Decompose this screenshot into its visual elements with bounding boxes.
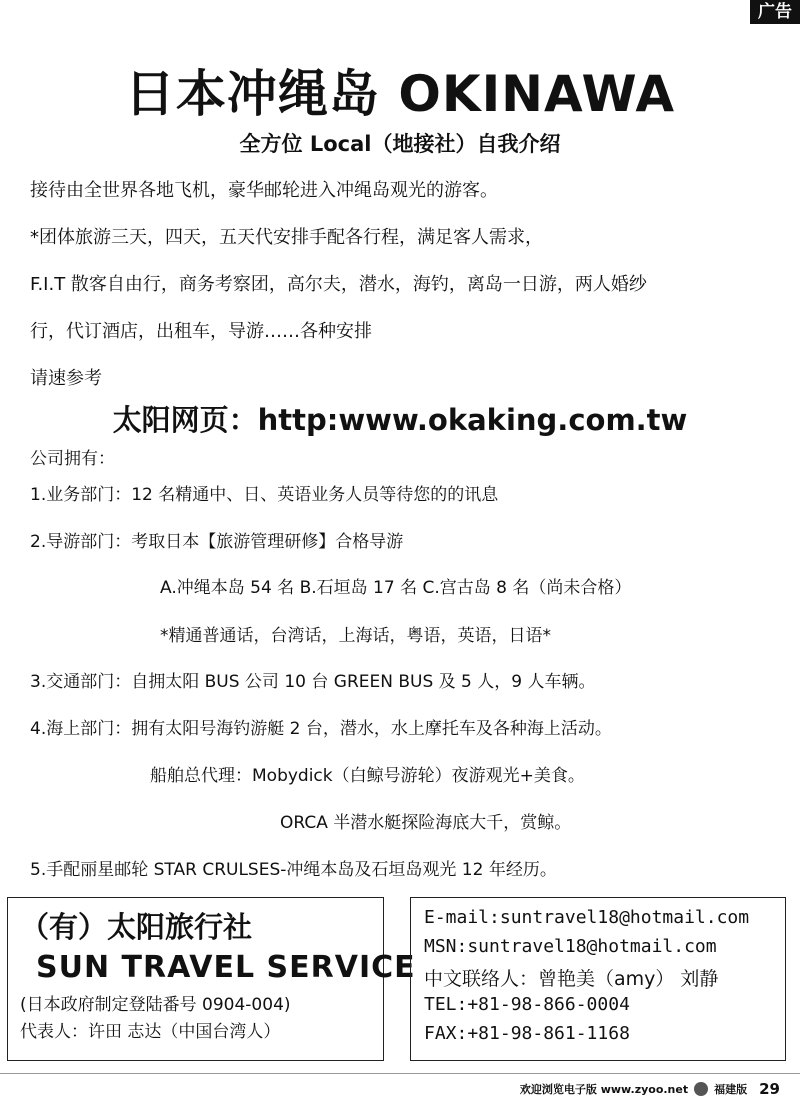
company-representative: 代表人：许田 志达（中国台湾人） bbox=[20, 1022, 281, 1042]
tel-text[interactable]: TEL:+81-98-866-0004 bbox=[424, 994, 630, 1015]
footer-edition: 福建版 bbox=[714, 1083, 748, 1096]
intro-line: F.I.T 散客自由行，商务考察团，高尔夫，潜水，海钓，离岛一日游，两人婚纱 bbox=[30, 274, 647, 295]
department-item: 1.业务部门：12 名精通中、日、英语业务人员等待您的的讯息 bbox=[30, 485, 499, 505]
magazine-logo-icon bbox=[694, 1082, 708, 1096]
department-item: 5.手配丽星邮轮 STAR CRULSES-冲绳本岛及石垣岛观光 12 年经历。 bbox=[30, 860, 557, 880]
please-refer-label: 请速参考 bbox=[30, 368, 102, 389]
department-subitem: *精通普通话，台湾话，上海话，粤语，英语，日语* bbox=[160, 626, 551, 646]
email-text[interactable]: E-mail:suntravel18@hotmail.com bbox=[424, 907, 750, 928]
footer-divider bbox=[0, 1073, 800, 1074]
intro-line: *团体旅游三天，四天，五天代安排手配各行程，满足客人需求， bbox=[30, 227, 543, 248]
department-subitem: A.冲绳本岛 54 名 B.石垣岛 17 名 C.宫古岛 8 名（尚未合格） bbox=[160, 578, 632, 598]
company-has-label: 公司拥有： bbox=[30, 449, 115, 469]
footer bbox=[520, 1080, 780, 1098]
ad-tag: 广告 bbox=[750, 0, 800, 24]
website-link[interactable]: 太阳网页：http:www.okaking.com.tw bbox=[112, 403, 688, 437]
company-name: （有）太阳旅行社 bbox=[20, 910, 253, 944]
page-number: 29 bbox=[759, 1080, 780, 1098]
page-title: 日本冲绳岛 OKINAWA bbox=[124, 65, 676, 123]
intro-line: 接待由全世界各地飞机，豪华邮轮进入冲绳岛观光的游客。 bbox=[30, 180, 498, 201]
fax-text[interactable]: FAX:+81-98-861-1168 bbox=[424, 1023, 630, 1044]
department-item: 2.导游部门：考取日本【旅游管理研修】合格导游 bbox=[30, 532, 404, 552]
company-registration: (日本政府制定登陆番号 0904-004) bbox=[20, 995, 291, 1015]
department-subitem: ORCA 半潜水艇探险海底大千，赏鲸。 bbox=[280, 813, 572, 833]
msn-text[interactable]: MSN:suntravel18@hotmail.com bbox=[424, 936, 717, 957]
contact-person: 中文联络人：曾艳美（amy） 刘静 bbox=[424, 968, 719, 990]
footer-text: 欢迎浏览电子版 www.zyoo.net bbox=[519, 1083, 689, 1096]
department-item: 4.海上部门：拥有太阳号海钓游艇 2 台，潜水，水上摩托车及各种海上活动。 bbox=[30, 719, 612, 739]
page-subtitle: 全方位 Local（地接社）自我介绍 bbox=[239, 132, 561, 156]
department-subitem: 船舶总代理：Mobydick（白鲸号游轮）夜游观光+美食。 bbox=[150, 766, 585, 786]
company-name-en: SUN TRAVEL SERVICE bbox=[36, 950, 416, 985]
intro-line: 行，代订酒店，出租车，导游……各种安排 bbox=[30, 321, 372, 342]
department-item: 3.交通部门：自拥太阳 BUS 公司 10 台 GREEN BUS 及 5 人，9 人车辆。 bbox=[30, 672, 596, 692]
